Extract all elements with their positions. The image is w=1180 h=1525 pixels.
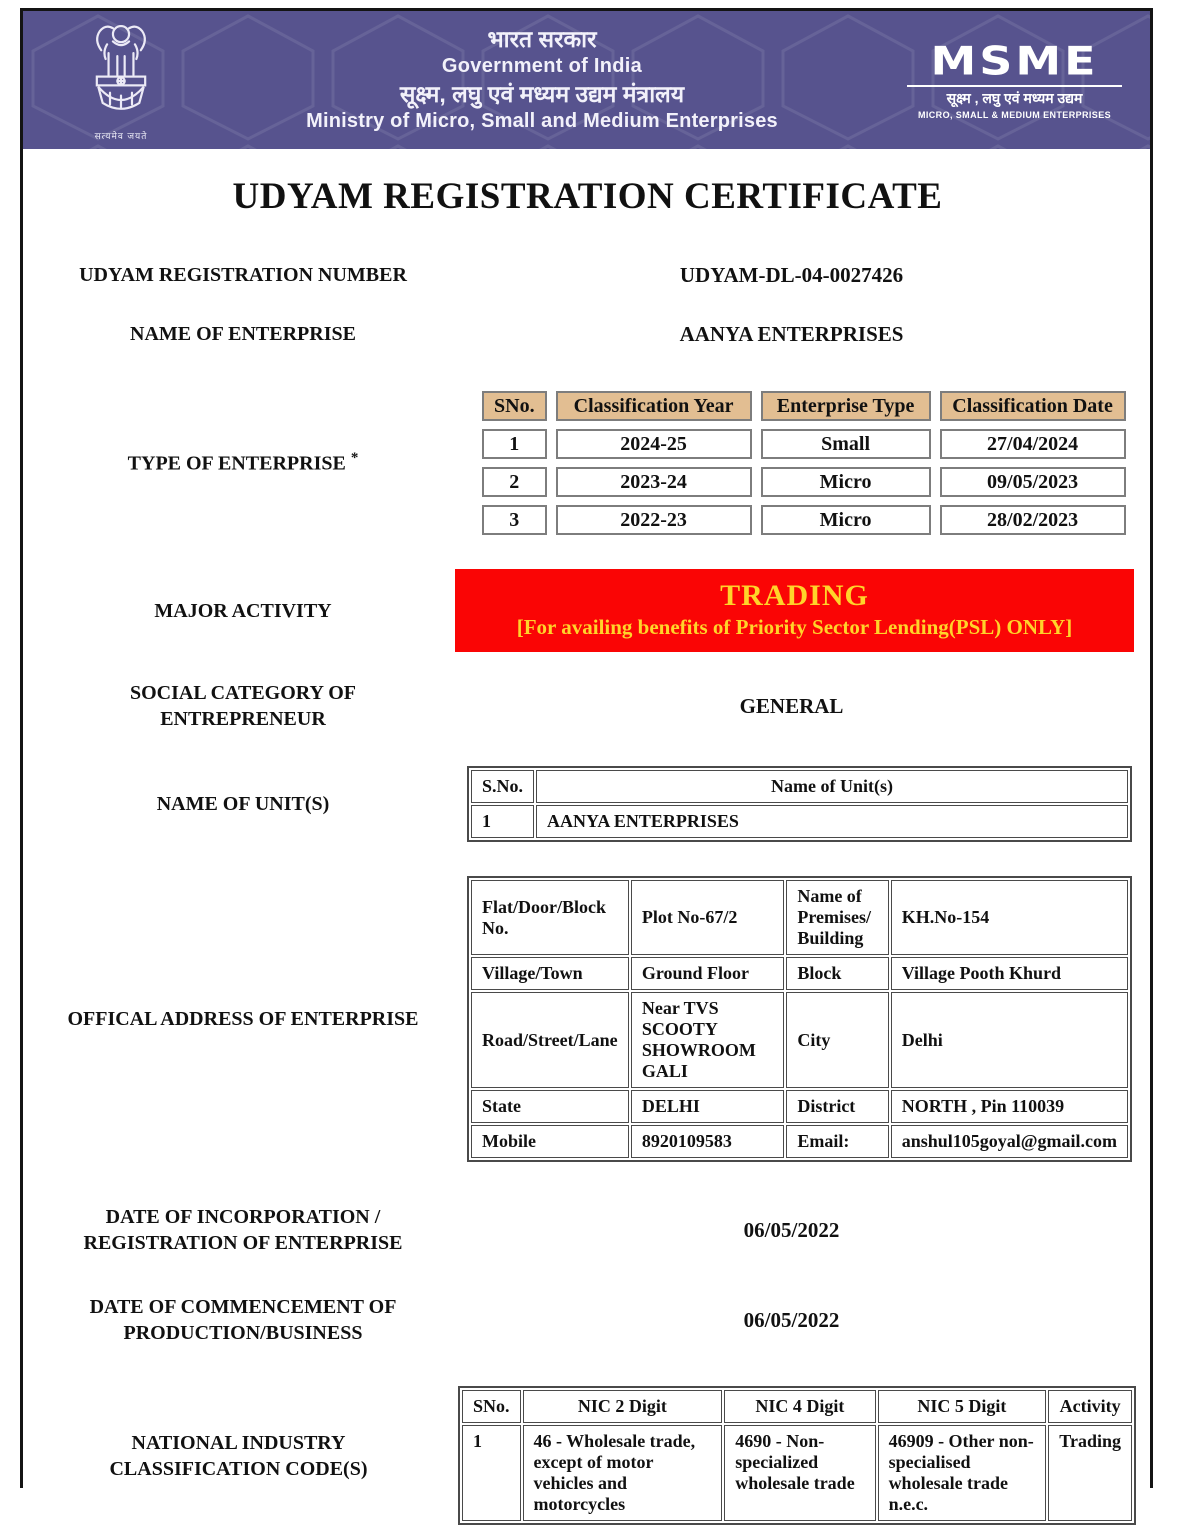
table-cell: Email:: [786, 1125, 888, 1158]
incorporation-date-value: 06/05/2022: [743, 1217, 840, 1242]
ministry-header-band: [23, 11, 1150, 149]
footnote-asterisk: *: [350, 450, 359, 467]
table-cell: Delhi: [891, 992, 1128, 1088]
table-cell: Road/Street/Lane: [471, 992, 629, 1088]
table-header-row: [471, 770, 1128, 803]
column-header: NIC 2 Digit: [523, 1390, 723, 1423]
table-cell: District: [786, 1090, 888, 1123]
nic-table: [458, 1386, 1136, 1525]
enterprise-name-value: AANYA ENTERPRISES: [679, 321, 904, 346]
classification-table: [473, 383, 1135, 543]
table-cell: anshul105goyal@gmail.com: [891, 1125, 1128, 1158]
table-cell: NORTH , Pin 110039: [891, 1090, 1128, 1123]
column-header: Activity: [1048, 1390, 1132, 1423]
table-cell: Flat/Door/Block No.: [471, 880, 629, 955]
table-cell: DELHI: [631, 1090, 784, 1123]
column-header: Classification Date: [940, 391, 1126, 421]
column-header: S.No.: [471, 770, 534, 803]
table-row: [471, 880, 1128, 955]
address-table: [467, 876, 1132, 1162]
units-table-wrap: [447, 766, 1136, 842]
table-cell: 27/04/2024: [940, 429, 1126, 459]
msme-logo: [907, 40, 1122, 120]
registration-number-row: [39, 262, 1136, 288]
msme-logo-acronym: MSME: [930, 38, 1099, 85]
table-row: [471, 805, 1128, 838]
major-activity-banner: [455, 569, 1134, 652]
table-cell: KH.No-154: [891, 880, 1128, 955]
table-cell: 09/05/2023: [940, 467, 1126, 497]
table-cell: Name of Premises/ Building: [786, 880, 888, 955]
address-label: OFFICAL ADDRESS OF ENTERPRISE: [67, 1008, 419, 1030]
table-cell: Micro: [761, 467, 931, 497]
table-cell: 1: [482, 429, 547, 459]
table-cell: 46 - Wholesale trade, except of motor vehicles and motorcycles: [523, 1425, 723, 1521]
table-cell: 3: [482, 505, 547, 535]
major-activity-psl-note: [For availing benefits of Priority Sector Lending(PSL) ONLY]: [516, 615, 1073, 639]
table-cell: City: [786, 992, 888, 1088]
nic-row: [39, 1386, 1136, 1525]
type-of-enterprise-label: TYPE OF ENTERPRISE *: [127, 450, 359, 475]
table-cell: AANYA ENTERPRISES: [536, 805, 1128, 838]
msme-logo-hindi-line: सूक्ष्म , लघु एवं मध्यम उद्यम: [907, 85, 1122, 108]
column-header: Name of Unit(s): [536, 770, 1128, 803]
hindi-government-title: भारत सरकार: [487, 25, 597, 52]
certificate-body: [23, 175, 1150, 1525]
address-row: [39, 876, 1136, 1162]
table-cell: State: [471, 1090, 629, 1123]
table-cell: Small: [761, 429, 931, 459]
column-header: Enterprise Type: [761, 391, 931, 421]
table-cell: Near TVS SCOOTY SHOWROOM GALI: [631, 992, 784, 1088]
column-header: SNo.: [482, 391, 547, 421]
social-category-label: SOCIAL CATEGORY OF ENTREPRENEUR: [130, 682, 356, 730]
enterprise-name-row: [39, 321, 1136, 347]
table-row: [471, 1125, 1128, 1158]
table-cell: Plot No-67/2: [631, 880, 784, 955]
table-row: [462, 1425, 1132, 1521]
enterprise-name-label: NAME OF ENTERPRISE: [130, 323, 356, 345]
english-government-title: Government of India: [441, 55, 643, 78]
english-ministry-title: Ministry of Micro, Small and Medium Enterprises: [306, 110, 778, 133]
address-table-wrap: [447, 876, 1136, 1162]
table-row: [471, 992, 1128, 1088]
table-cell: Mobile: [471, 1125, 629, 1158]
major-activity-row: [39, 569, 1136, 652]
social-category-row: [39, 680, 1136, 732]
table-row: [482, 467, 1126, 497]
table-cell: 1: [462, 1425, 521, 1521]
table-cell: Ground Floor: [631, 957, 784, 990]
table-header-row: [462, 1390, 1132, 1423]
commencement-date-label: DATE OF COMMENCEMENT OF PRODUCTION/BUSINESS: [89, 1296, 397, 1344]
table-cell: Block: [786, 957, 888, 990]
nic-label: NATIONAL INDUSTRY CLASSIFICATION CODE(S): [109, 1431, 368, 1480]
registration-number-value: UDYAM-DL-04-0027426: [679, 262, 904, 287]
column-header: SNo.: [462, 1390, 521, 1423]
hindi-ministry-title: सूक्ष्म, लघु एवं मध्यम उद्यम मंत्रालय: [399, 81, 685, 107]
units-label: NAME OF UNIT(S): [156, 793, 330, 815]
table-cell: Village/Town: [471, 957, 629, 990]
msme-logo-english-line: MICRO, SMALL & MEDIUM ENTERPRISES: [917, 109, 1112, 120]
ministry-titles: [177, 25, 907, 135]
column-header: NIC 5 Digit: [878, 1390, 1047, 1423]
table-row: [482, 505, 1126, 535]
type-of-enterprise-row: [39, 383, 1136, 543]
table-cell: 1: [471, 805, 534, 838]
table-cell: 8920109583: [631, 1125, 784, 1158]
table-cell: 2024-25: [556, 429, 752, 459]
nic-table-wrap: [438, 1386, 1136, 1525]
table-row: [482, 429, 1126, 459]
table-cell: 2023-24: [556, 467, 752, 497]
certificate-page: [20, 8, 1153, 1514]
certificate-title: UDYAM REGISTRATION CERTIFICATE: [232, 176, 943, 217]
incorporation-date-label: DATE OF INCORPORATION / REGISTRATION OF ENTERPRISE: [83, 1206, 403, 1254]
emblem-caption: सत्यमेव जयते: [94, 131, 148, 141]
registration-number-label: UDYAM REGISTRATION NUMBER: [79, 264, 407, 286]
table-row: [471, 1090, 1128, 1123]
units-row: [39, 766, 1136, 842]
table-cell: 4690 - Non-specialized wholesale trade: [724, 1425, 875, 1521]
india-national-emblem: [75, 18, 167, 142]
table-cell: Village Pooth Khurd: [891, 957, 1128, 990]
table-cell: 28/02/2023: [940, 505, 1126, 535]
classification-table-wrap: [447, 383, 1136, 543]
table-cell: 2: [482, 467, 547, 497]
column-header: Classification Year: [556, 391, 752, 421]
major-activity-value: TRADING: [720, 579, 869, 612]
social-category-value: GENERAL: [739, 693, 844, 718]
major-activity-label: MAJOR ACTIVITY: [154, 599, 332, 622]
commencement-date-row: [39, 1294, 1136, 1346]
column-header: NIC 4 Digit: [724, 1390, 875, 1423]
table-row: [471, 957, 1128, 990]
table-cell: 2022-23: [556, 505, 752, 535]
incorporation-date-row: [39, 1204, 1136, 1256]
commencement-date-value: 06/05/2022: [743, 1307, 840, 1332]
table-header-row: [482, 391, 1126, 421]
ashoka-emblem-icon: [88, 18, 154, 122]
table-cell: Trading: [1048, 1425, 1132, 1521]
table-cell: 46909 - Other non-specialised wholesale trade n.e.c.: [878, 1425, 1047, 1521]
table-cell: Micro: [761, 505, 931, 535]
units-table: [467, 766, 1132, 842]
